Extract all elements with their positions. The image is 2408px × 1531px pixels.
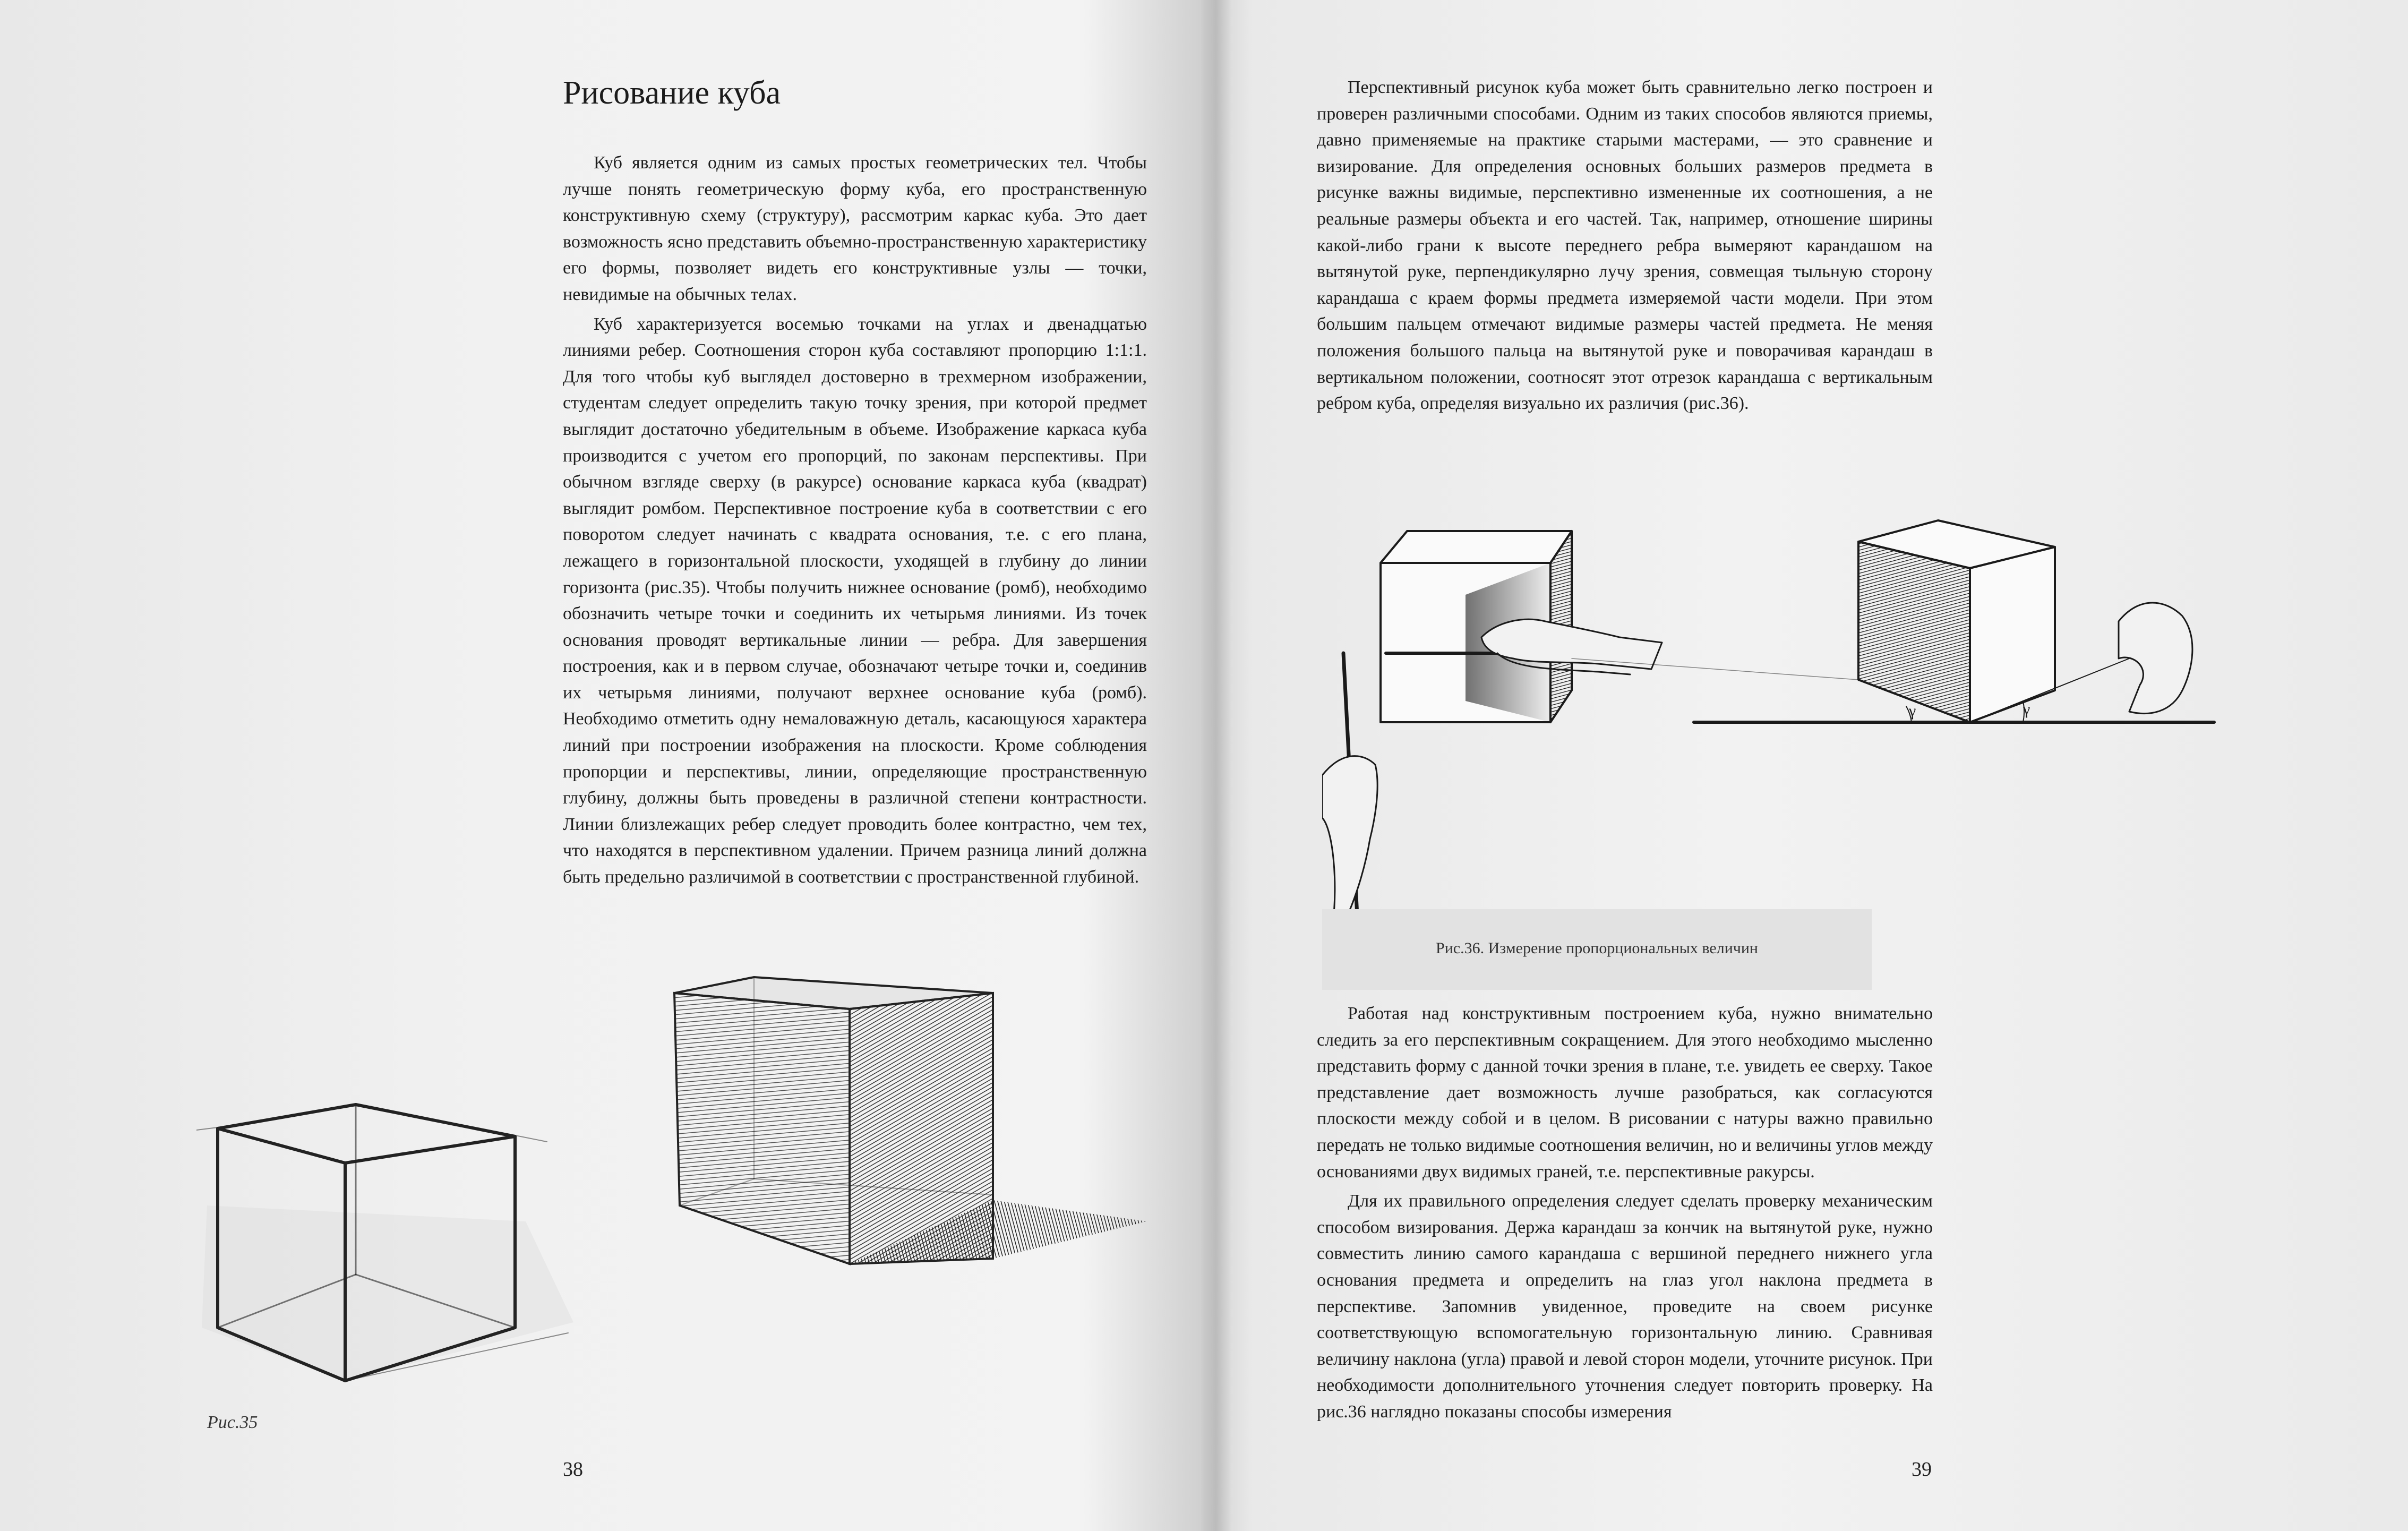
figure-36-caption-box xyxy=(1322,909,1872,990)
angle-label: γ xyxy=(2023,700,2030,718)
left-page xyxy=(0,0,1200,1531)
figure-36-caption: Рис.36. Измерение пропорциональных величин xyxy=(1436,939,1758,957)
page-title: Рисование куба xyxy=(563,75,781,111)
wireframe-cube xyxy=(196,1105,573,1381)
right-page xyxy=(1232,0,2408,1531)
paragraph: Для их правильного определения следует сделать проверку механическим способом визирования. Держа карандаш за кончик на вытянутой руке, нужно совместить линию самого карандаша с вершиной переднего нижнего угла основания предмета и определить на глаз угол наклона предмета в перспективе. Запомнив увиденное, проведите на своем рисунке соответствующую вспомогательную горизонтальную линию. Сравнивая величину наклона (угла) правой и левой сторон модели, уточните рисунок. При необходимости дополнительного уточнения следует повторить проверку. На рис.36 наглядно показаны способы измерения xyxy=(1317,1191,1933,1422)
book-gutter xyxy=(1200,0,1232,1531)
shaded-cube xyxy=(674,977,1147,1423)
paragraph: Куб является одним из самых простых геометрических тел. Чтобы лучше понять геометрическую форму куба, его пространственную конструктивную схему (структуру), рассмотрим каркас куба. Это дает возможность ясно представить объемно-пространственную характеристику его формы, позволяет видеть его конструктивные узлы — точки, невидимые на обычных телах. xyxy=(563,153,1147,304)
figure-36-measuring-cubes xyxy=(1322,499,2257,961)
left-body-text xyxy=(563,150,1147,894)
figure-35-cube-drawings xyxy=(196,945,1158,1423)
figure-35-caption: Рис.35 xyxy=(207,1413,258,1432)
right-cube xyxy=(1858,520,2055,722)
page-number: 38 xyxy=(563,1458,583,1481)
right-body-text-top xyxy=(1317,74,1933,420)
page-number: 39 xyxy=(1912,1458,1932,1481)
paragraph: Куб характеризуется восемью точками на углах и двенадцатью линиями ребер. Соотношения сторон куба составляют пропорцию 1:1:1. Для того чтобы куб выглядел достоверно в трехмерном изображении, студентам следует определить такую точку зрения, при которой предмет выглядит достаточно убедительным в объеме. Изображение каркаса куба производится с учетом его пропорций, по законам перспективы. При обычном взгляде сверху (в ракурсе) основание каркаса куба (квадрат) выглядит ромбом. Перспективное построение куба в соответствии с его поворотом следует начинать с квадрата основания, т.е. с его плана, лежащего в горизонтальной плоскости, уходящей в глубину до линии горизонта (рис.35). Чтобы получить нижнее основание (ромб), необходимо обозначить четыре точки и соединить их четырьмя линиями. Из точек основания проводят вертикальные линии — ребра. Для завершения построения, как и в первом случае, обозначают четыре точки и, соединив их четырьмя линиями, получают верхнее основание куба (ромб). Необходимо отметить одну немаловажную деталь, касающуюся характера линий при построении изображения на плоскости. Кроме соблюдения пропорции и перспективы, линии, определяющие пространственную глубину, должны быть проведены в различной степени контрастности. Линии близлежащих ребер следует проводить более контрастно, чем тех, что находятся в перспективном удалении. Причем разница линий должна быть предельно различимой в соответствии с пространственной глубиной. xyxy=(563,314,1147,887)
hand-right xyxy=(2119,603,2192,714)
paragraph: Работая над конструктивным построением куба, нужно внимательно следить за его перспективным сокращением. Для этого необходимо мысленно представить форму с данной точки зрения в плане, т.е. увидеть ее сверху. Такое представление дает возможность лучше разобраться, как согласуются плоскости между собой и в целом. В рисовании с натуры важно правильно передать не только видимые соотношения величин, но и величины углов между основаниями двух видимых граней, т.е. перспективные ракурсы. xyxy=(1317,1004,1933,1182)
paragraph: Перспективный рисунок куба может быть сравнительно легко построен и проверен различными способами. Одним из таких способов являются приемы, давно применяемые на практике старыми мастерами, — это сравнение и визирование. Для определения основных больших размеров предмета в рисунке важны видимые, перспективно измененные их соотношения, а не реальные размеры объекта и его частей. Так, например, отношение ширины какой-либо грани к высоте переднего ребра вымеряют карандашом на вытянутой руке, перпендикулярно лучу зрения, совмещая тыльную сторону карандаша с краем формы предмета измеряемой части модели. При этом большим пальцем отмечают видимые размеры частей предмета. Не меняя положения большого пальца на вытянутой руке и поворачивая карандаш в вертикальном положении, соотносят этот отрезок карандаша с вертикальным ребром куба, определяя визуально их различия (рис.36). xyxy=(1317,78,1933,414)
right-body-text-bottom xyxy=(1317,1000,1933,1429)
angle-label: γ xyxy=(1909,702,1916,720)
hand-vertical xyxy=(1322,756,1377,924)
